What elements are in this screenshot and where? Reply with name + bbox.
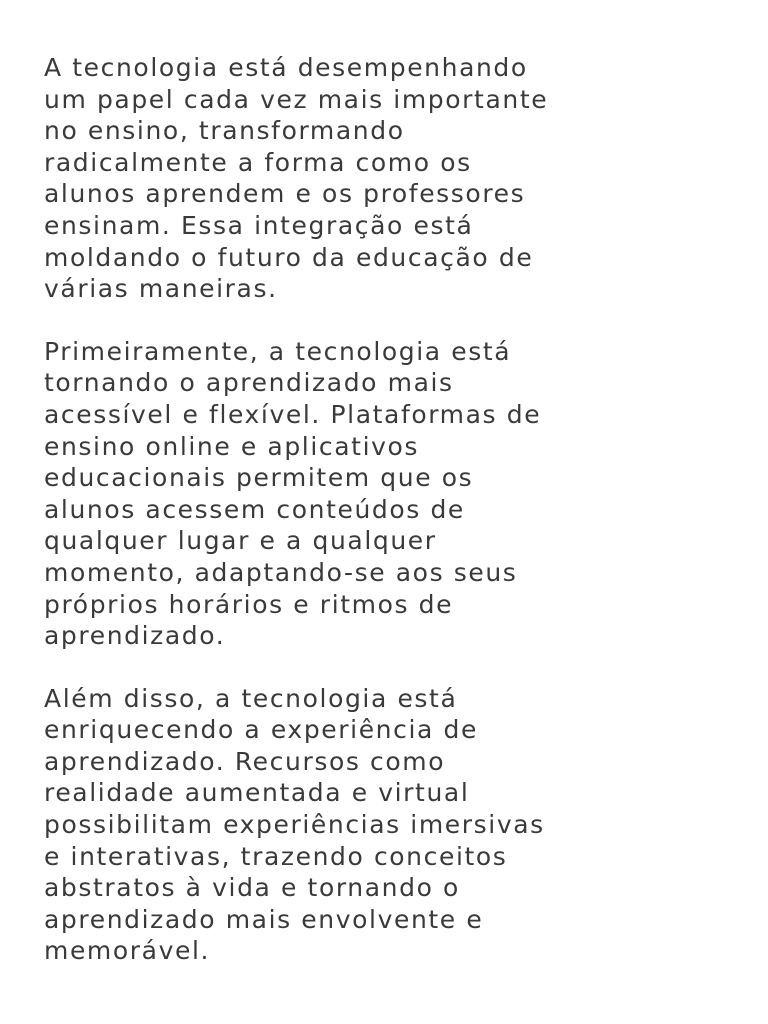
paragraph-intro: A tecnologia está desempenhando um papel cada vez mais importante no ensino, transformando radicalmente a forma como os alunos aprendem e os professores ensinam. Essa integração está moldando o futuro da educação de várias maneiras. — [44, 53, 549, 304]
paragraph-experience: Além disso, a tecnologia está enriquecendo a experiência de aprendizado. Recursos como realidade aumentada e virtual possibilitam experiências imersivas e interativas, trazendo conceitos abstratos à vida e tornando o aprendizado mais envolvente e memorável. — [44, 683, 545, 966]
paragraph-accessibility: Primeiramente, a tecnologia está tornando o aprendizado mais acessível e flexível. Plataformas de ensino online e aplicativos educacionais permitem que os alunos acessem conteúdos de qualquer lugar e a qualquer momento, adaptando-se aos seus próprios horários e ritmos de aprendizado. — [44, 336, 542, 651]
